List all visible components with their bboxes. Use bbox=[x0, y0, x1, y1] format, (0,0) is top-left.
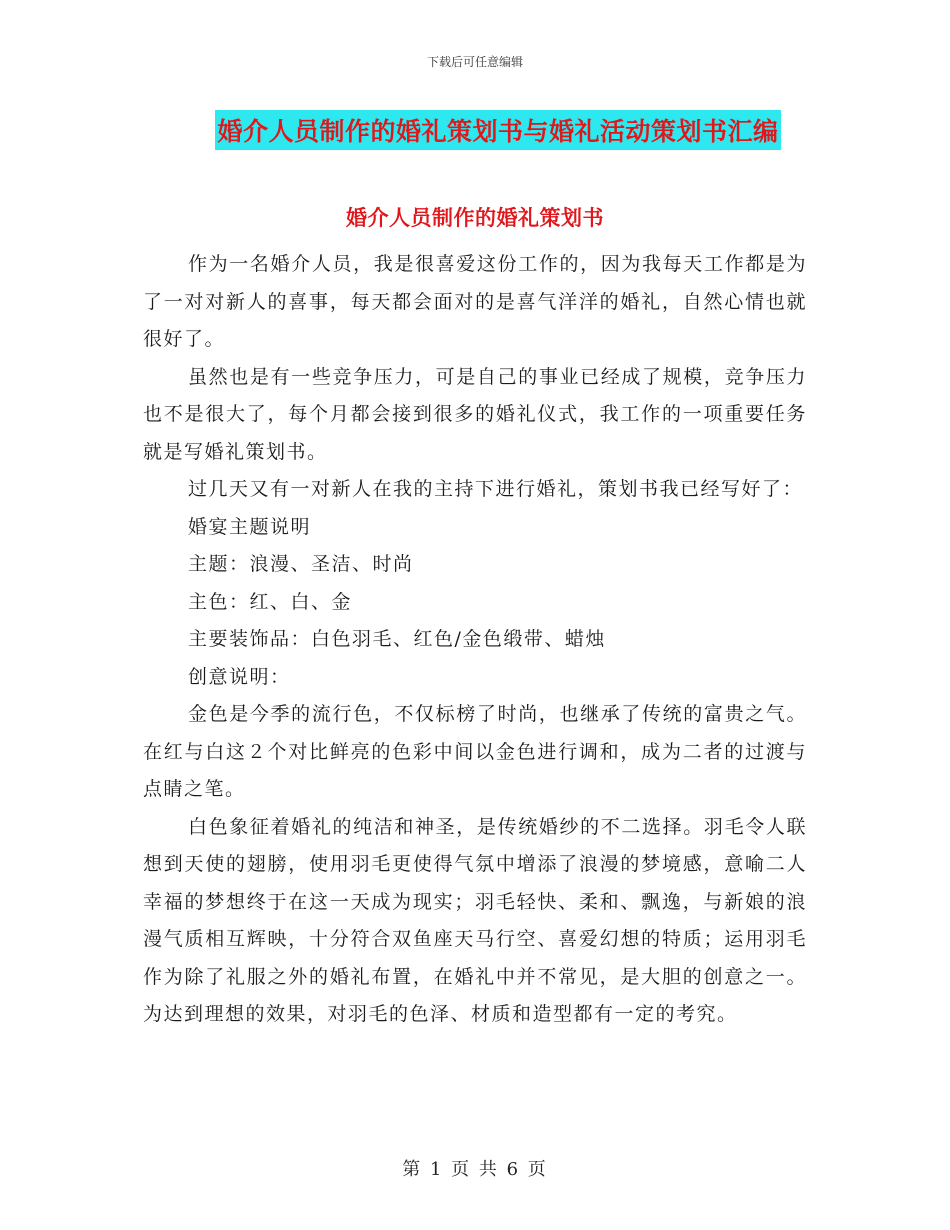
header-note: 下载后可任意编辑 bbox=[426, 55, 523, 69]
document-body bbox=[143, 246, 807, 1034]
body-paragraph: 虽然也是有一些竞争压力，可是自己的事业已经成了规模，竞争压力也不是很大了，每个月都会接到很多的婚礼仪式，我工作的一项重要任务就是写婚礼策划书。 bbox=[143, 365, 807, 463]
body-paragraph: 过几天又有一对新人在我的主持下进行婚礼，策划书我已经写好了： bbox=[188, 478, 804, 500]
theme-heading: 婚宴主题说明 bbox=[188, 515, 312, 538]
body-paragraph: 白色象征着婚礼的纯洁和神圣，是传统婚纱的不二选择。羽毛令人联想到天使的翅膀，使用羽毛更使得气氛中增添了浪漫的梦境感，意喻二人幸福的梦想终于在这一天成为现实；羽毛轻快、柔和、飘逸，与新娘的浪漫气质相互辉映，十分符合双鱼座天马行空、喜爱幻想的特质；运用羽毛作为除了礼服之外的婚礼布置，在婚礼中并不常见，是大胆的创意之一。为达到理想的效果，对羽毛的色泽、材质和造型都有一定的考究。 bbox=[143, 815, 807, 1025]
body-paragraph: 作为一名婚介人员，我是很喜爱这份工作的，因为我每天工作都是为了一对对新人的喜事，每天都会面对的是喜气洋洋的婚礼，自然心情也就很好了。 bbox=[143, 253, 807, 350]
section-title: 婚介人员制作的婚礼策划书 bbox=[346, 206, 604, 230]
main-title: 婚介人员制作的婚礼策划书与婚礼活动策划书汇编 bbox=[215, 110, 780, 150]
page-number: 第 1 页 共 6 页 bbox=[402, 1159, 548, 1180]
decorations-line: 主要装饰品：白色羽毛、红色/金色缎带、蜡烛 bbox=[188, 628, 606, 650]
main-title-container bbox=[0, 110, 950, 150]
creative-heading: 创意说明： bbox=[188, 665, 291, 688]
main-color-line: 主色：红、白、金 bbox=[188, 590, 353, 613]
body-paragraph: 金色是今季的流行色，不仅标榜了时尚，也继承了传统的富贵之气。在红与白这２个对比鲜亮的色彩中间以金色进行调和，成为二者的过渡与点睛之笔。 bbox=[143, 703, 807, 800]
theme-line: 主题：浪漫、圣洁、时尚 bbox=[188, 553, 414, 575]
